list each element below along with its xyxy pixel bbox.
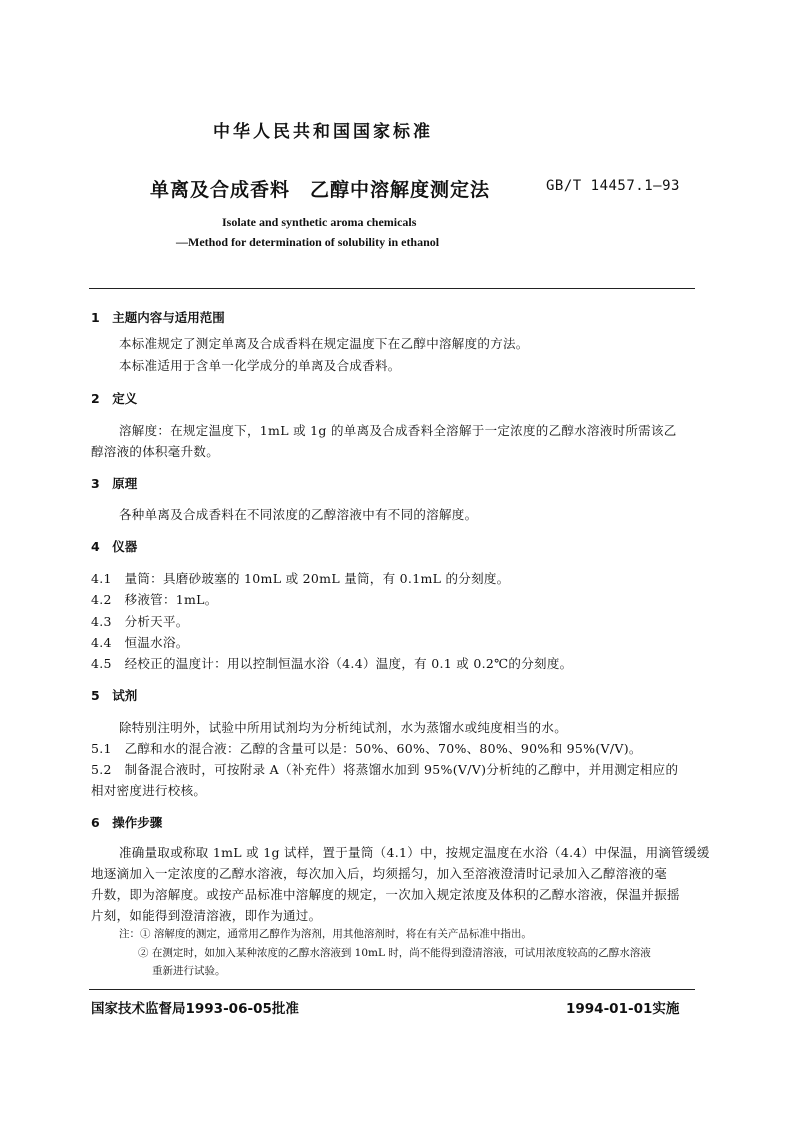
paragraph: 除特别注明外，试验中所用试剂均为分析纯试剂，水为蒸馏水或纯度相当的水。 [119,720,568,735]
list-item: 4.4 恒温水浴。 [91,635,189,650]
national-standard-title: 中华人民共和国国家标准 [213,122,433,142]
document-title-en-line2: —Method for determination of solubility in ethanol [176,235,440,249]
paragraph: 醇溶液的体积毫升数。 [91,444,220,459]
section-heading-2: 2 定义 [91,391,138,406]
section-heading-5: 5 试剂 [91,688,138,703]
note-continued: 重新进行试验。 [152,965,226,977]
document-title-en-line1: Isolate and synthetic aroma chemicals [222,215,417,229]
approval-line: 国家技术监督局1993-06-05批准 [91,1001,299,1017]
paragraph: 本标准适用于含单一化学成分的单离及合成香料。 [119,358,401,373]
list-item: 4.2 移液管：1mL。 [91,592,218,607]
note: 注：① 溶解度的测定，通常用乙醇作为溶剂，用其他溶剂时，将在有关产品标准中指出。 [119,928,532,940]
section-heading-4: 4 仪器 [91,539,138,554]
list-item-continued: 相对密度进行校核。 [91,783,207,798]
section-heading-6: 6 操作步骤 [91,815,163,830]
paragraph: 本标准规定了测定单离及合成香料在规定温度下在乙醇中溶解度的方法。 [119,336,529,351]
paragraph: 地逐滴加入一定浓度的乙醇水溶液，每次加入后，均须摇匀，加入至溶液澄清时记录加入乙醇溶液的毫 [91,866,668,881]
list-item: 5.2 制备混合液时，可按附录 A（补充件）将蒸馏水加到 95%(V/V)分析纯的乙醇中，并用测定相应的 [91,762,679,777]
document-title-cn: 单离及合成香料 乙醇中溶解度测定法 [150,179,491,201]
paragraph: 片刻，如能得到澄清溶液，即作为通过。 [91,908,322,923]
paragraph: 溶解度：在规定温度下，1mL 或 1g 的单离及合成香料全溶解于一定浓度的乙醇水溶液时所需该乙 [119,423,677,438]
list-item: 4.3 分析天平。 [91,614,189,629]
section-heading-1: 1 主题内容与适用范围 [91,310,225,325]
note: ② 在测定时，如加入某种浓度的乙醇水溶液到 10mL 时，尚不能得到澄清溶液，可试用浓度较高的乙醇水溶液 [138,947,651,959]
implementation-date: 1994-01-01实施 [566,1001,680,1017]
paragraph: 各种单离及合成香料在不同浓度的乙醇溶液中有不同的溶解度。 [119,507,478,522]
standard-code: GB/T 14457.1—93 [546,178,680,194]
section-heading-3: 3 原理 [91,476,138,491]
list-item: 4.1 量筒：具磨砂玻塞的 10mL 或 20mL 量筒，有 0.1mL 的分刻度。 [91,571,510,586]
paragraph: 准确量取或称取 1mL 或 1g 试样，置于量筒（4.1）中，按规定温度在水浴（4.4）中保温，用滴管缓缓 [119,845,710,860]
footer-divider [89,989,695,990]
list-item: 4.5 经校正的温度计：用以控制恒温水浴（4.4）温度，有 0.1 或 0.2℃的分刻度。 [91,656,573,671]
paragraph: 升数，即为溶解度。或按产品标准中溶解度的规定，一次加入规定浓度及体积的乙醇水溶液，保温并振摇 [91,887,680,902]
list-item: 5.1 乙醇和水的混合液：乙醇的含量可以是：50%、60%、70%、80%、90%和 95%(V/V)。 [91,741,642,756]
header-divider [89,288,695,289]
